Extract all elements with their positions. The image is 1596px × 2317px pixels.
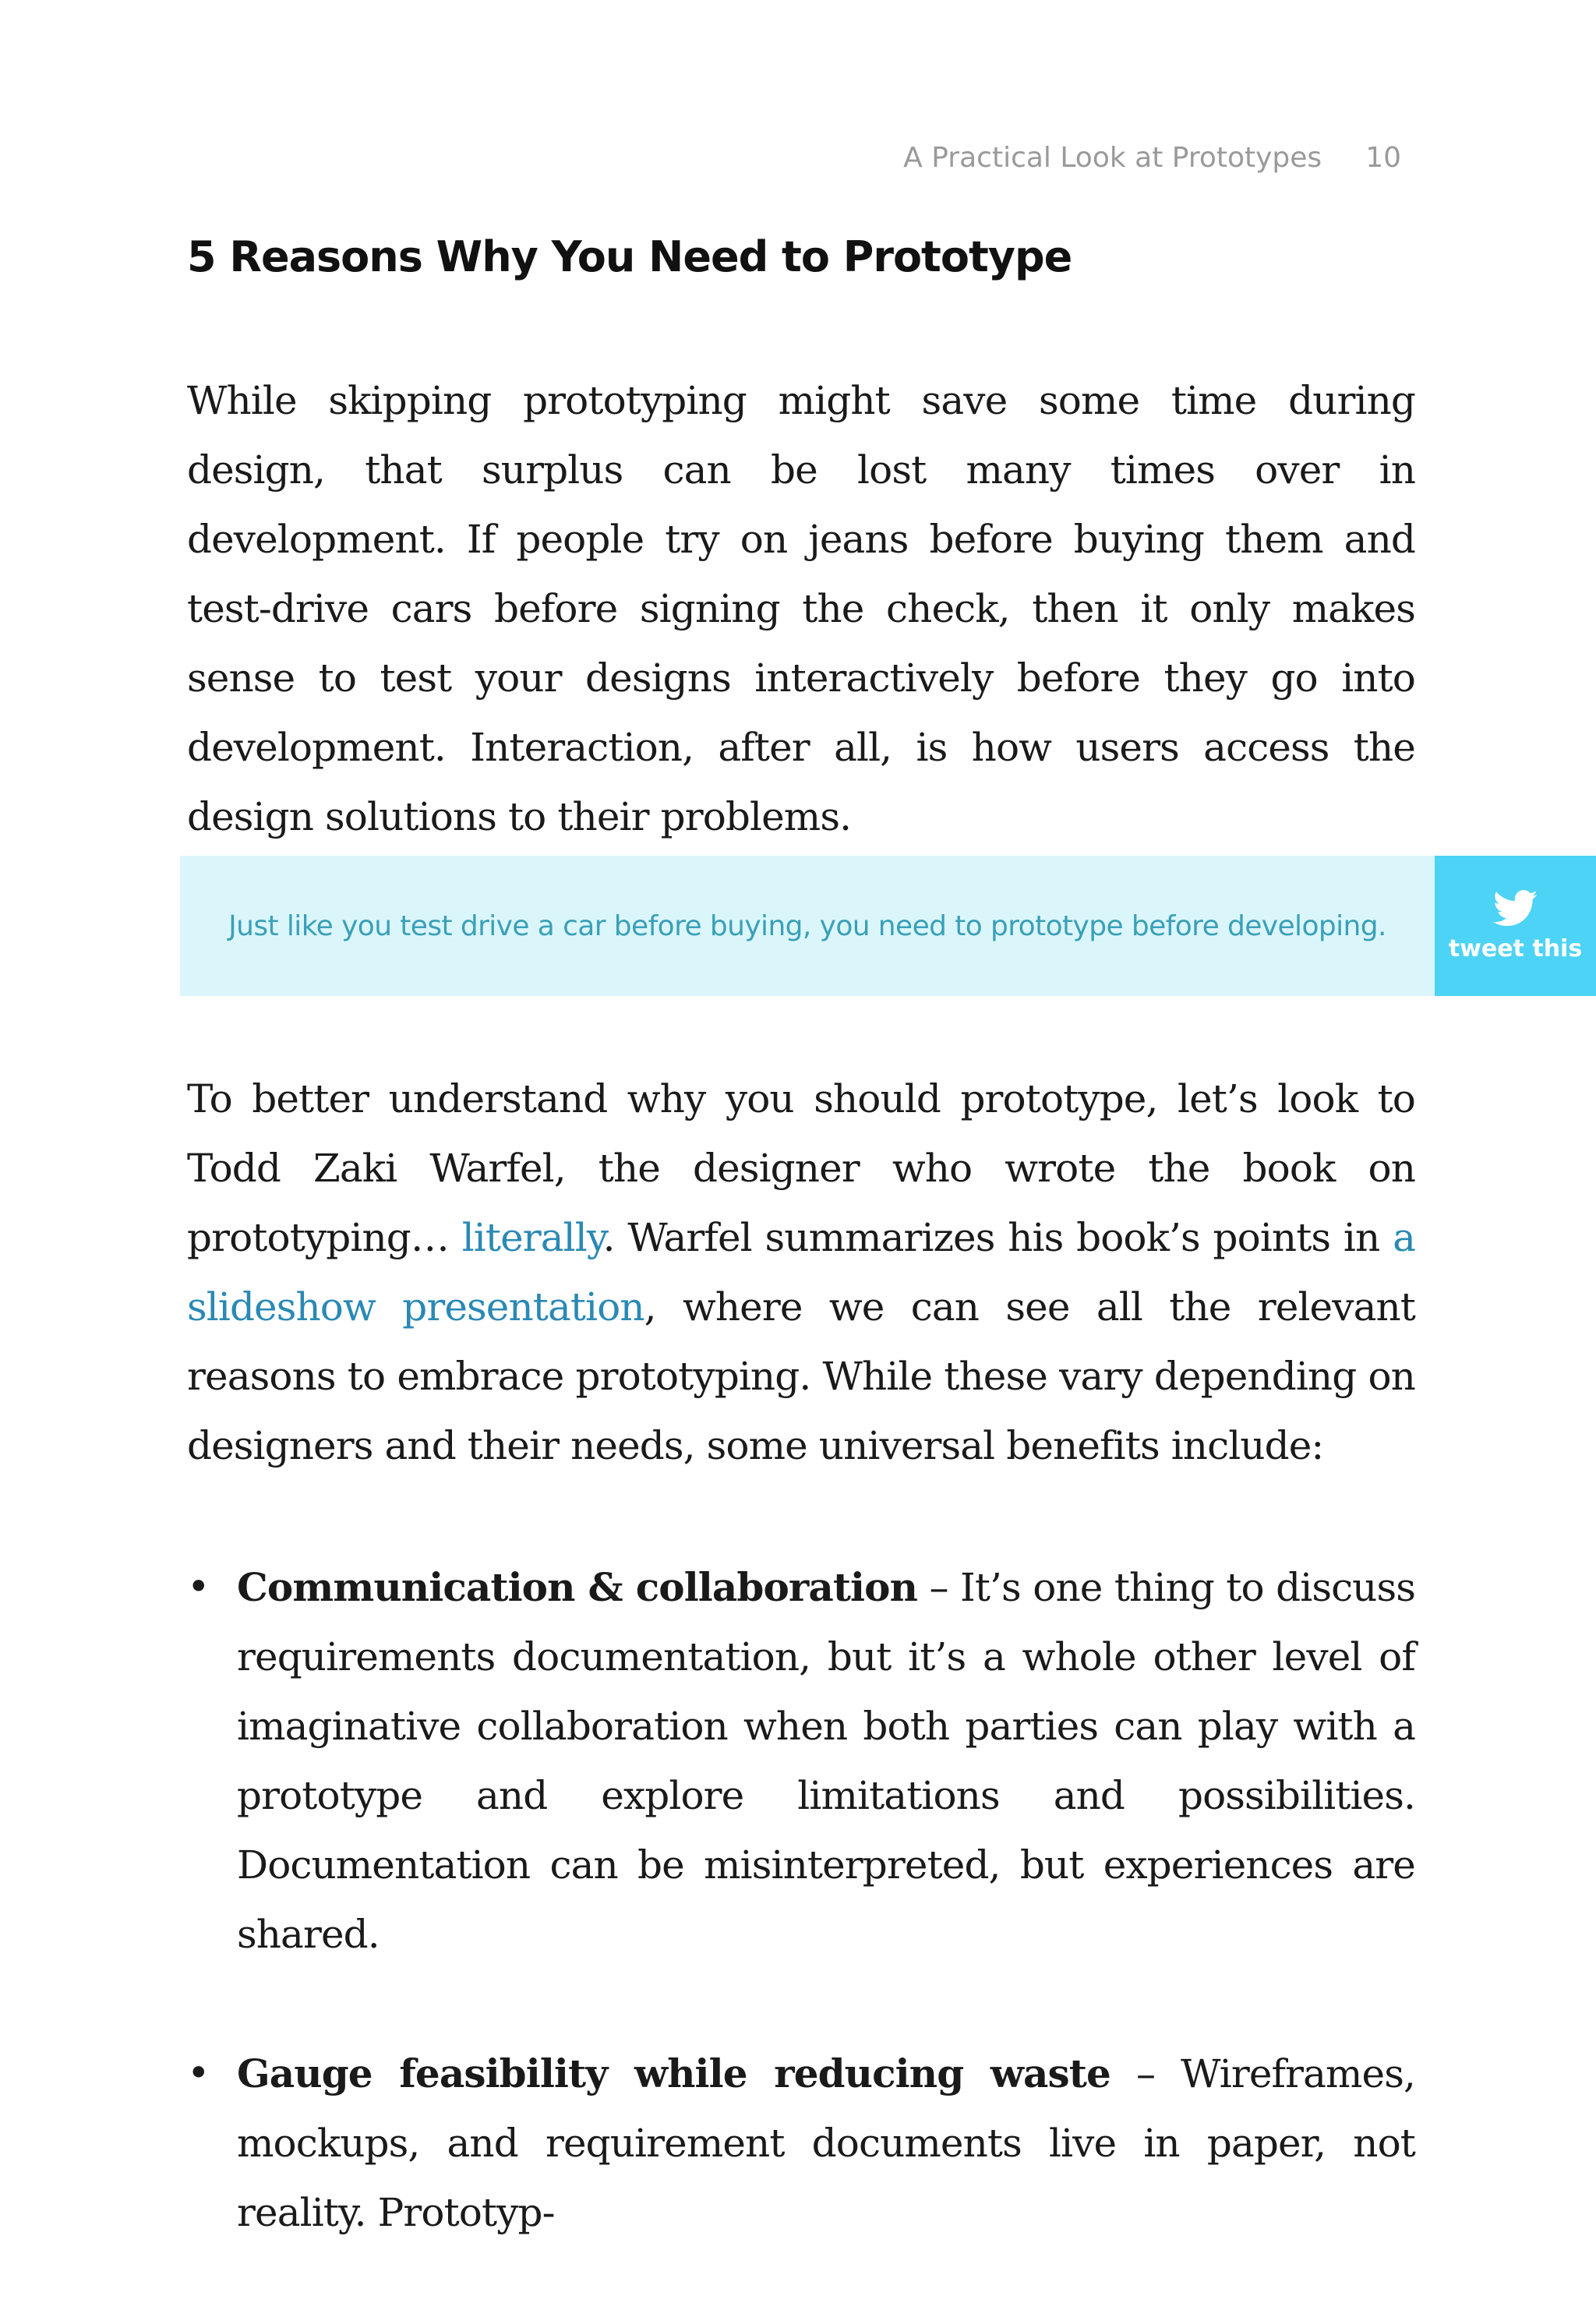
- paragraph-text: To better understand why you should prototype, let’s look to Todd Zaki Warfel, the designer who wrote the book on prototyping…: [187, 1076, 1415, 1260]
- bullet-marker: •: [187, 2050, 210, 2096]
- tweet-this-button[interactable]: [1435, 856, 1596, 996]
- twitter-bird-icon: [1493, 890, 1538, 927]
- intro-paragraph: While skipping prototyping might save some time during design, that surplus can be lost many times over in development. If people try on jeans before buying them and test-drive cars before signing the check, then it only makes sense to test your designs interactively before they go into development. Interaction, after all, is how users access the design solutions to their problems.: [187, 378, 1415, 839]
- pull-quote-box: [180, 856, 1435, 996]
- warfel-paragraph: [187, 1065, 1415, 1481]
- paragraph-text: , where we can see all the relevant reasons to embrace prototyping. While these vary depending on designers and their needs, some universal benefits include:: [187, 1284, 1415, 1468]
- bullet-text: – Wireframes, mockups, and requirement documents live in paper, not reality. Prototyp-: [237, 2051, 1415, 2235]
- bullet-title: Communication & collaboration: [237, 1564, 918, 1610]
- pull-quote-text: Just like you test drive a car before buying, you need to prototype before developing.: [228, 909, 1386, 942]
- tweet-this-label: tweet this: [1448, 935, 1583, 962]
- bullet-text: – It’s one thing to discuss requirements documentation, but it’s a whole other level of imaginative collaboration when both parties can play with a prototype and explore limitations and possibilities. Documentation can be misinterpreted, but experiences are shared.: [237, 1565, 1415, 1957]
- slideshow-presentation-link[interactable]: a slideshow presentation: [187, 1215, 1415, 1330]
- bullet-title: Gauge feasibility while reducing waste: [237, 2050, 1110, 2096]
- benefits-list: [187, 1552, 1415, 2317]
- book-title: A Practical Look at Prototypes: [903, 142, 1322, 174]
- running-header: [903, 142, 1401, 174]
- list-item: [187, 1552, 1415, 1969]
- literally-link[interactable]: literally: [461, 1215, 603, 1260]
- bullet-marker: •: [187, 1564, 210, 1609]
- list-item: [187, 2039, 1415, 2248]
- paragraph-text: . Warfel summarizes his book’s points in: [602, 1215, 1393, 1260]
- section-heading: 5 Reasons Why You Need to Prototype: [187, 232, 1072, 281]
- page-number: 10: [1365, 142, 1401, 174]
